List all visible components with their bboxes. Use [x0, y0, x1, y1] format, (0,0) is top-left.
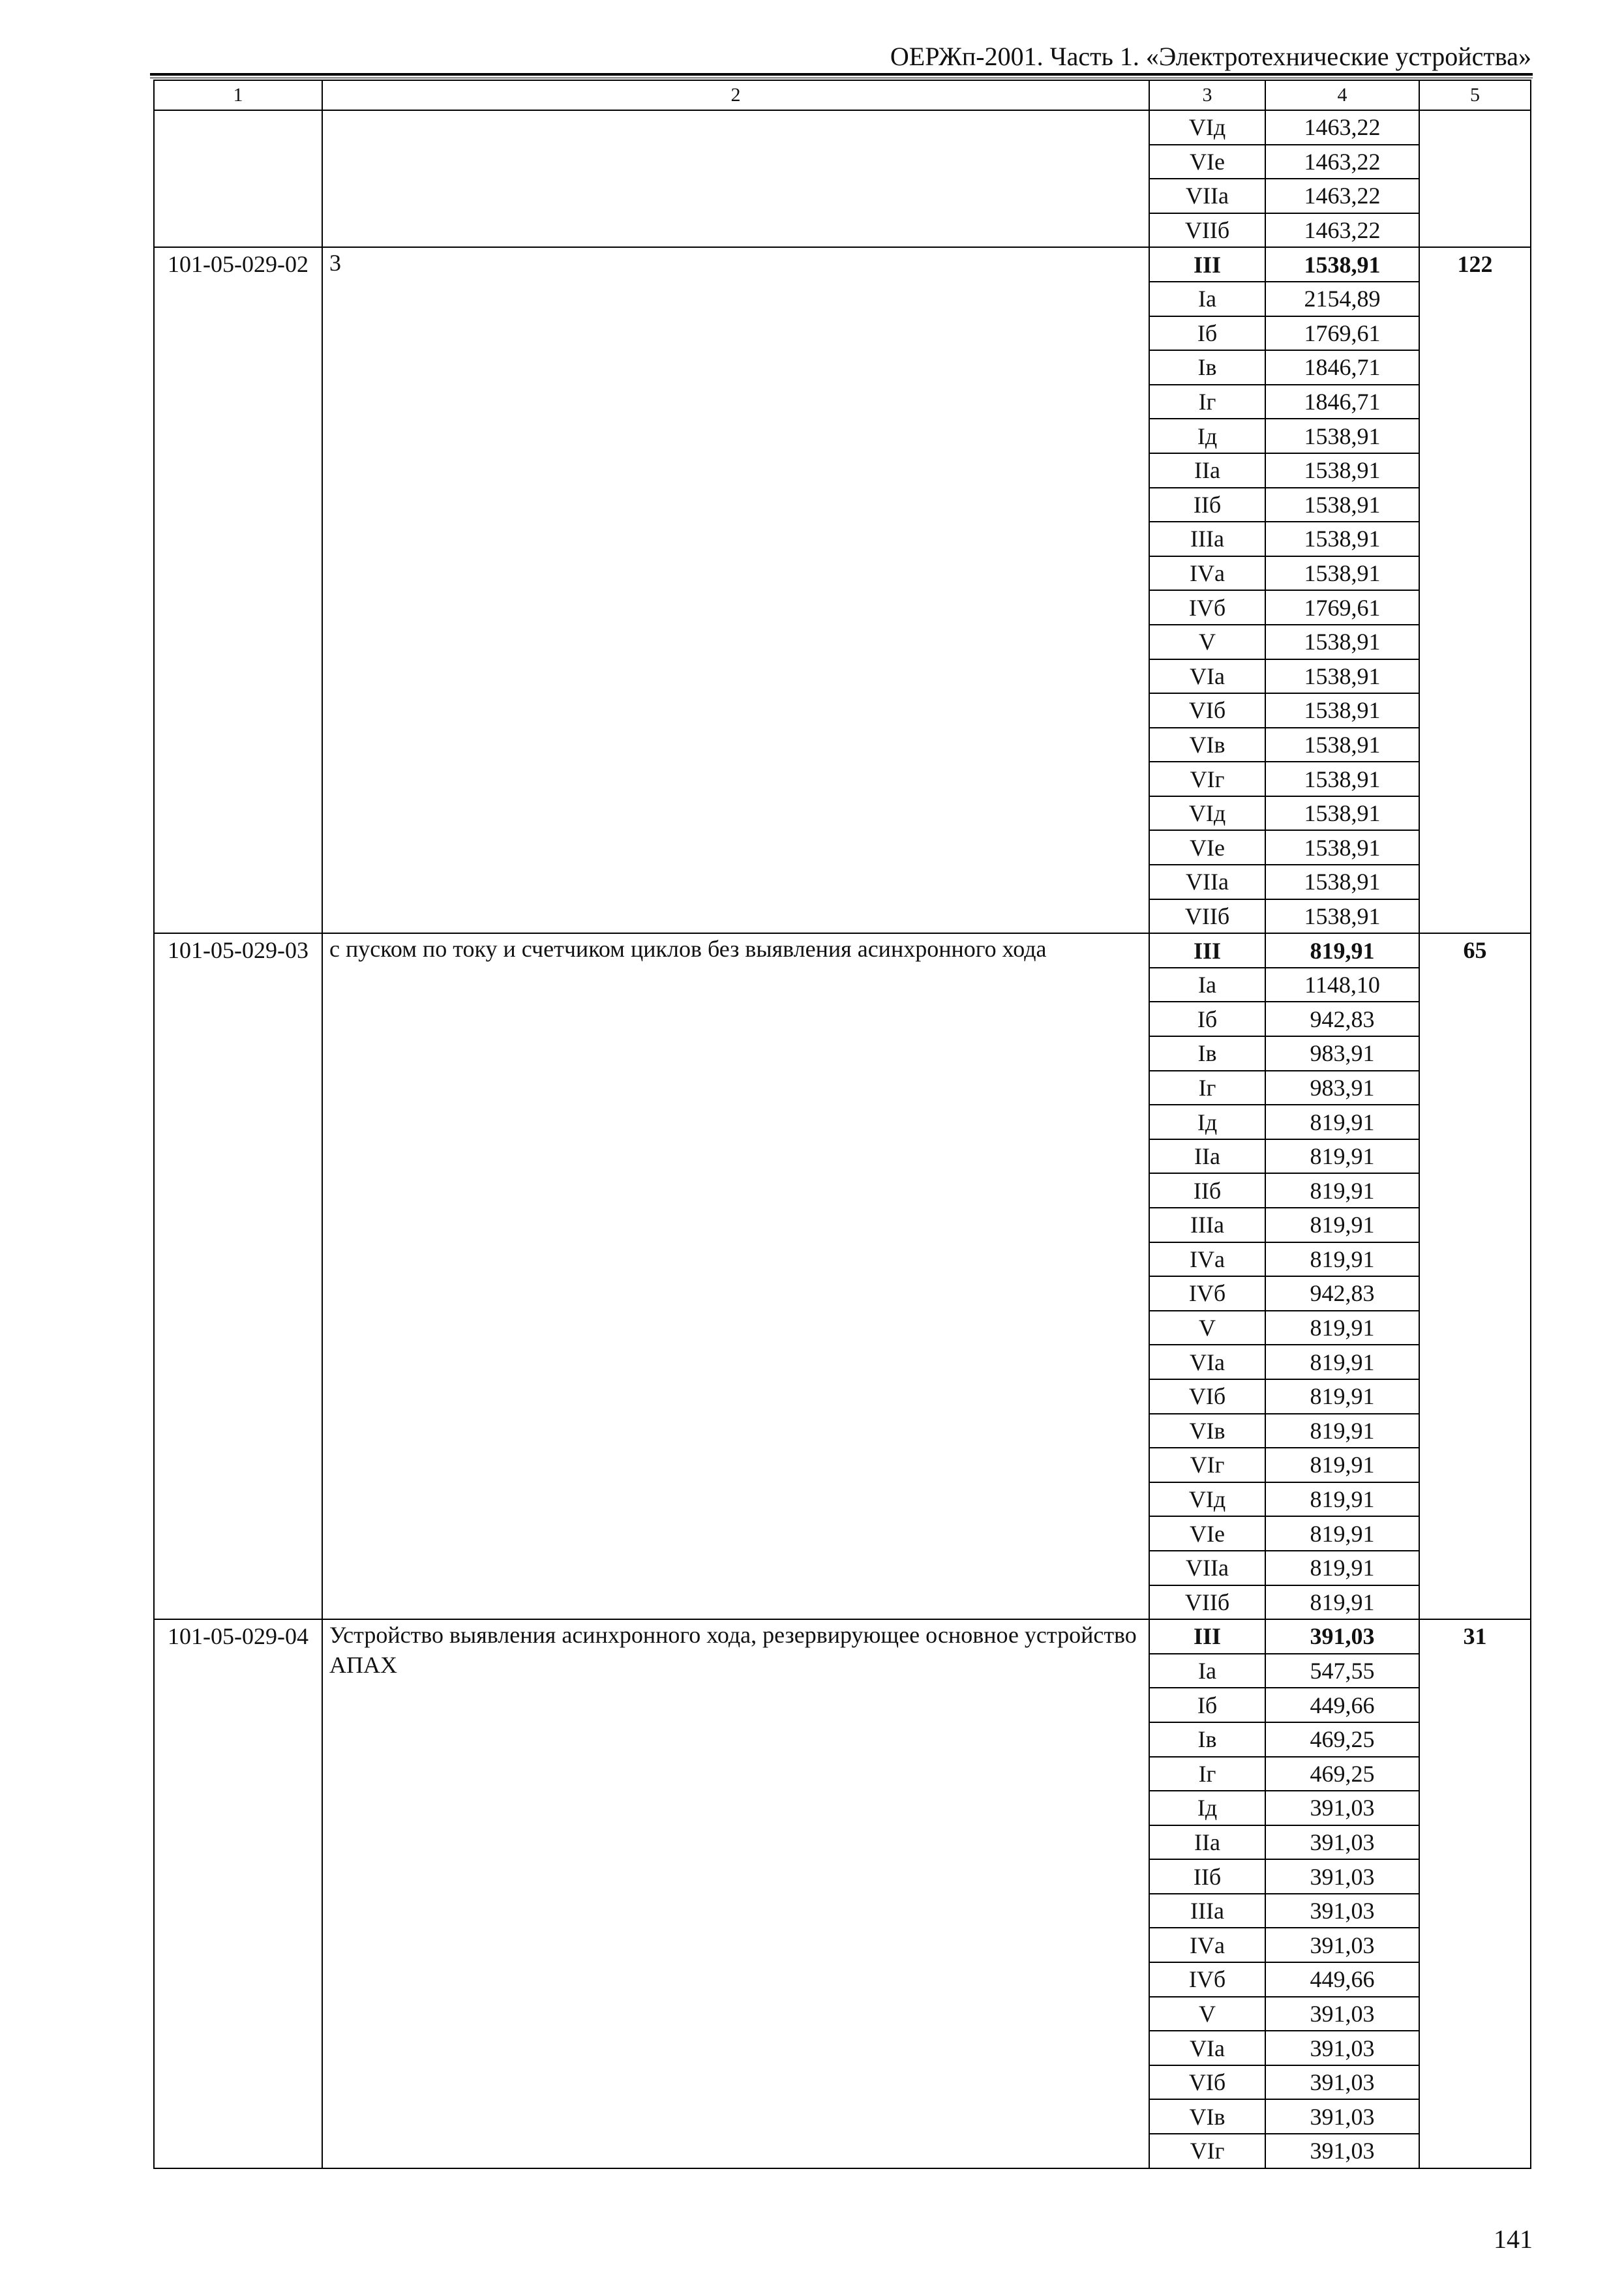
zone-cell: VIIб [1149, 1585, 1265, 1620]
zone-cell: V [1149, 625, 1265, 659]
price-cell: 819,91 [1265, 1105, 1419, 1139]
column-number: 1 [154, 80, 322, 110]
price-cell: 391,03 [1265, 1894, 1419, 1928]
zone-cell: VIг [1149, 762, 1265, 796]
zone-cell: VIд [1149, 110, 1265, 145]
zone-cell: IIб [1149, 1173, 1265, 1208]
zone-cell: VIIб [1149, 899, 1265, 934]
zone-cell: VIг [1149, 1448, 1265, 1482]
price-cell: 391,03 [1265, 2065, 1419, 2100]
zone-cell: Iв [1149, 1722, 1265, 1757]
price-cell: 983,91 [1265, 1036, 1419, 1071]
price-table [153, 80, 1531, 2169]
zone-cell: VIд [1149, 796, 1265, 831]
zone-cell: IIIа [1149, 522, 1265, 556]
zone-cell: Iа [1149, 968, 1265, 1002]
zone-cell: VIе [1149, 1516, 1265, 1551]
column-number: 2 [322, 80, 1149, 110]
zone-cell: Iб [1149, 1688, 1265, 1722]
price-cell: 1538,91 [1265, 488, 1419, 522]
zone-cell: IVа [1149, 1928, 1265, 1962]
zone-cell: VIб [1149, 1379, 1265, 1414]
labor-cost-cell: 31 [1419, 1619, 1531, 2168]
zone-cell: Iг [1149, 1757, 1265, 1791]
price-table-body [154, 80, 1531, 2168]
zone-cell: Iд [1149, 1105, 1265, 1139]
price-cell: 1463,22 [1265, 145, 1419, 179]
price-cell: 1538,91 [1265, 728, 1419, 762]
zone-cell: IIIа [1149, 1208, 1265, 1242]
zone-cell: Iв [1149, 1036, 1265, 1071]
price-cell: 547,55 [1265, 1654, 1419, 1688]
zone-cell: VIг [1149, 2134, 1265, 2168]
zone-cell: VIа [1149, 2031, 1265, 2065]
table-row [154, 110, 1531, 145]
price-cell: 1463,22 [1265, 213, 1419, 248]
price-cell: 819,91 [1265, 933, 1419, 968]
price-cell: 1538,91 [1265, 830, 1419, 865]
labor-cost-cell: 65 [1419, 933, 1531, 1619]
price-cell: 819,91 [1265, 1173, 1419, 1208]
price-cell: 1463,22 [1265, 179, 1419, 213]
price-cell: 819,91 [1265, 1379, 1419, 1414]
zone-cell: VIа [1149, 659, 1265, 694]
zone-cell: Iв [1149, 350, 1265, 385]
price-cell: 1538,91 [1265, 625, 1419, 659]
price-cell: 1538,91 [1265, 659, 1419, 694]
zone-cell: IVа [1149, 1242, 1265, 1277]
table-row [154, 1619, 1531, 1654]
zone-cell: Iд [1149, 1791, 1265, 1825]
zone-cell: IVб [1149, 1962, 1265, 1997]
header-rule-thick [150, 73, 1533, 76]
price-cell: 819,91 [1265, 1311, 1419, 1345]
zone-cell: III [1149, 247, 1265, 282]
price-cell: 391,03 [1265, 1791, 1419, 1825]
price-cell: 1769,61 [1265, 590, 1419, 625]
price-cell: 942,83 [1265, 1276, 1419, 1311]
price-cell: 391,03 [1265, 1928, 1419, 1962]
labor-cost-cell: 122 [1419, 247, 1531, 933]
price-cell: 391,03 [1265, 2099, 1419, 2134]
price-cell: 1463,22 [1265, 110, 1419, 145]
price-cell: 1538,91 [1265, 796, 1419, 831]
price-cell: 1538,91 [1265, 762, 1419, 796]
column-number: 5 [1419, 80, 1531, 110]
price-cell: 819,91 [1265, 1345, 1419, 1379]
zone-cell: IVб [1149, 590, 1265, 625]
zone-cell: VIе [1149, 145, 1265, 179]
price-cell: 819,91 [1265, 1448, 1419, 1482]
price-cell: 819,91 [1265, 1516, 1419, 1551]
price-cell: 819,91 [1265, 1414, 1419, 1448]
zone-cell: VIа [1149, 1345, 1265, 1379]
rate-code: 101-05-029-03 [154, 933, 322, 1619]
zone-cell: IIб [1149, 488, 1265, 522]
zone-cell: III [1149, 1619, 1265, 1654]
zone-cell: Iб [1149, 1002, 1265, 1036]
price-cell: 819,91 [1265, 1551, 1419, 1585]
zone-cell: Iг [1149, 385, 1265, 419]
zone-cell: IIб [1149, 1859, 1265, 1894]
zone-cell: IVб [1149, 1276, 1265, 1311]
rate-code: 101-05-029-04 [154, 1619, 322, 2168]
price-cell: 391,03 [1265, 1859, 1419, 1894]
zone-cell: VIIа [1149, 865, 1265, 899]
price-cell: 469,25 [1265, 1722, 1419, 1757]
zone-cell: VIб [1149, 693, 1265, 728]
price-cell: 391,03 [1265, 1997, 1419, 2031]
price-cell: 469,25 [1265, 1757, 1419, 1791]
price-cell: 2154,89 [1265, 282, 1419, 316]
zone-cell: III [1149, 933, 1265, 968]
zone-cell: IIа [1149, 1825, 1265, 1860]
running-header: ОЕРЖп-2001. Часть 1. «Электротехнические устройства» [890, 42, 1531, 71]
price-cell: 1538,91 [1265, 419, 1419, 453]
table-row [154, 247, 1531, 282]
price-cell: 819,91 [1265, 1139, 1419, 1174]
price-cell: 1769,61 [1265, 316, 1419, 351]
zone-cell: VIд [1149, 1482, 1265, 1517]
price-cell: 819,91 [1265, 1585, 1419, 1620]
rate-description: 3 [322, 247, 1149, 933]
column-number: 3 [1149, 80, 1265, 110]
price-cell: 391,03 [1265, 2134, 1419, 2168]
price-cell: 1538,91 [1265, 865, 1419, 899]
zone-cell: VIв [1149, 728, 1265, 762]
zone-cell: VIIа [1149, 1551, 1265, 1585]
price-cell: 449,66 [1265, 1688, 1419, 1722]
zone-cell: VIе [1149, 830, 1265, 865]
zone-cell: Iа [1149, 282, 1265, 316]
price-cell: 1538,91 [1265, 899, 1419, 934]
column-number-row [154, 80, 1531, 110]
price-cell: 983,91 [1265, 1071, 1419, 1105]
zone-cell: V [1149, 1997, 1265, 2031]
zone-cell: Iд [1149, 419, 1265, 453]
zone-cell: IIа [1149, 453, 1265, 488]
price-cell: 942,83 [1265, 1002, 1419, 1036]
zone-cell: Iг [1149, 1071, 1265, 1105]
price-cell: 819,91 [1265, 1482, 1419, 1517]
rate-code: 101-05-029-02 [154, 247, 322, 933]
price-cell: 1538,91 [1265, 556, 1419, 591]
price-cell: 449,66 [1265, 1962, 1419, 1997]
price-cell: 1538,91 [1265, 522, 1419, 556]
page-number: 141 [1494, 2224, 1533, 2254]
price-cell: 819,91 [1265, 1242, 1419, 1277]
price-cell: 391,03 [1265, 1619, 1419, 1654]
labor-cost-cell [1419, 110, 1531, 247]
rate-description: с пуском по току и счетчиком циклов без выявления асинхронного хода [322, 933, 1149, 1619]
zone-cell: VIв [1149, 1414, 1265, 1448]
price-cell: 1538,91 [1265, 693, 1419, 728]
price-cell: 1846,71 [1265, 350, 1419, 385]
rate-code [154, 110, 322, 247]
price-cell: 1538,91 [1265, 247, 1419, 282]
zone-cell: IIIа [1149, 1894, 1265, 1928]
table-row [154, 933, 1531, 968]
price-cell: 391,03 [1265, 2031, 1419, 2065]
price-cell: 1538,91 [1265, 453, 1419, 488]
rate-description [322, 110, 1149, 247]
zone-cell: VIIб [1149, 213, 1265, 248]
zone-cell: Iа [1149, 1654, 1265, 1688]
price-cell: 1846,71 [1265, 385, 1419, 419]
zone-cell: V [1149, 1311, 1265, 1345]
zone-cell: Iб [1149, 316, 1265, 351]
zone-cell: IVа [1149, 556, 1265, 591]
price-cell: 1148,10 [1265, 968, 1419, 1002]
zone-cell: VIб [1149, 2065, 1265, 2100]
zone-cell: VIIа [1149, 179, 1265, 213]
zone-cell: IIа [1149, 1139, 1265, 1174]
column-number: 4 [1265, 80, 1419, 110]
rate-description: Устройство выявления асинхронного хода, резервирующее основное устройство АПАХ [322, 1619, 1149, 2168]
zone-cell: VIв [1149, 2099, 1265, 2134]
price-cell: 391,03 [1265, 1825, 1419, 1860]
price-cell: 819,91 [1265, 1208, 1419, 1242]
